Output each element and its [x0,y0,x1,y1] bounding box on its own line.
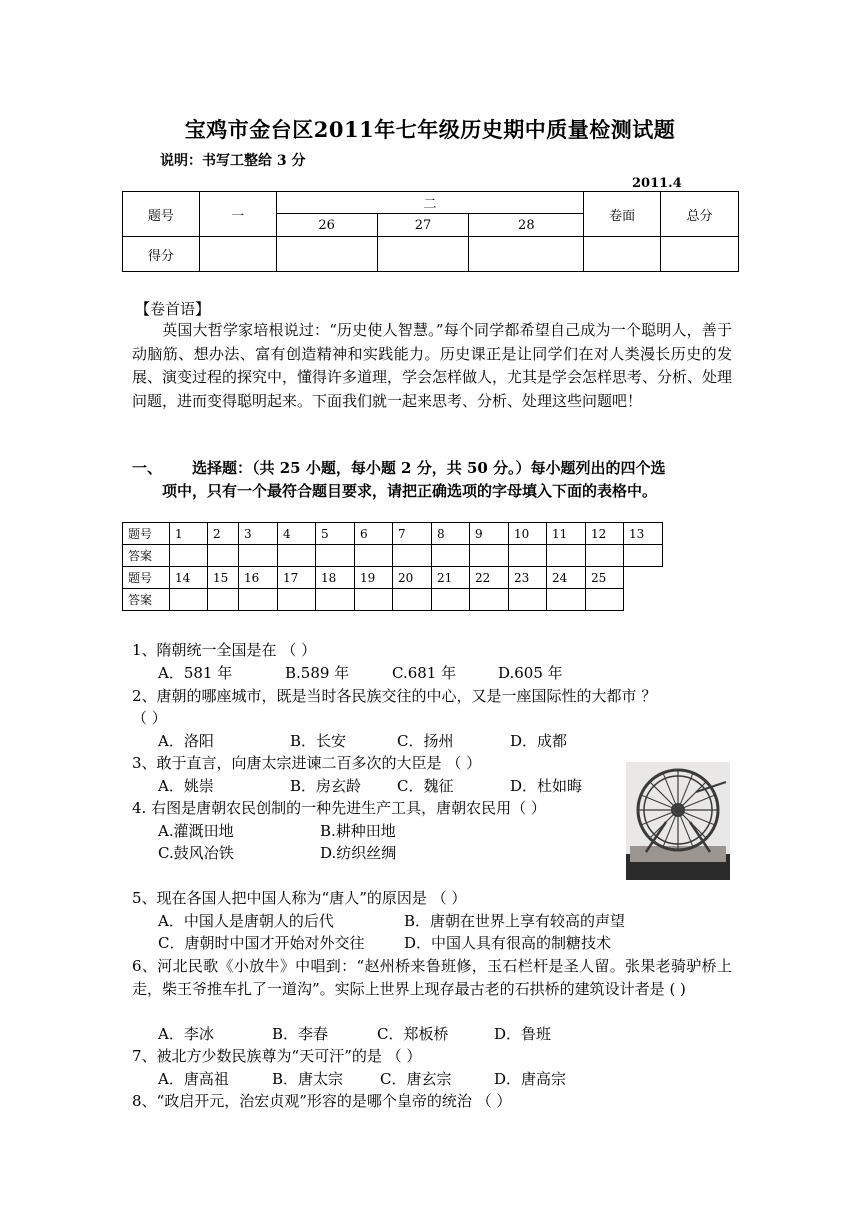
answer-num: 20 [393,567,432,589]
answer-num: 8 [432,523,470,545]
q2-option-b: B．长安 [290,732,347,750]
answer-cell[interactable] [547,545,586,567]
answer-label-num: 题号 [123,523,170,545]
q4-option-a: A.灌溉田地 [158,822,234,840]
answer-cell[interactable] [316,589,355,611]
score-header-two: 二 [276,192,583,214]
intro-heading: 【卷首语】 [135,300,211,318]
answer-num: 25 [586,567,624,589]
answer-num: 3 [239,523,278,545]
answer-label-num: 题号 [123,567,170,589]
answer-cell[interactable] [432,545,470,567]
section-line1: 选择题：（共 25 小题，每小题 2 分，共 50 分。）每小题列出的四个选 [192,459,666,477]
score-header-num: 题号 [123,192,200,237]
score-header-paper: 卷面 [584,192,661,237]
page-title: 宝鸡市金台区2011年七年级历史期中质量检测试题 [184,117,676,142]
answer-num: 18 [316,567,355,589]
question-5: 5、现在各国人把中国人称为“唐人”的原因是 （ ） [132,889,467,907]
score-sub-26: 26 [276,214,377,237]
answer-cell[interactable] [278,545,316,567]
question-2: 2、唐朝的哪座城市，既是当时各民族交往的中心，又是一座国际性的大都市 ？ [132,687,657,705]
answer-empty [624,589,663,611]
question-7: 7、被北方少数民族尊为“天可汗”的是 （ ） [132,1047,422,1065]
question-6: 6、河北民歌《小放牛》中唱到：“赵州桥来鲁班修，玉石栏杆是圣人留。张果老骑驴桥上走，柴王爷推车扎了一道沟”。实际上世界上现存最古老的石拱桥的建筑设计者是 ( ) [132,957,732,998]
score-cell[interactable] [469,237,584,272]
answer-num: 23 [509,567,547,589]
q4-option-c: C.鼓风冶铁 [158,844,234,862]
score-table [122,191,739,272]
waterwheel-image [626,762,730,880]
intro-paragraph [132,319,732,413]
q5-option-c: C．唐朝时中国才开始对外交往 [158,934,365,952]
q6-option-a: A．李冰 [158,1025,214,1043]
q1-option-c: C.681 年 [392,664,457,682]
answer-num: 17 [278,567,316,589]
answer-num: 11 [547,523,586,545]
answer-cell[interactable] [355,545,393,567]
q3-option-a: A．姚崇 [158,777,214,795]
q3-option-d: D．杜如晦 [510,777,583,795]
score-cell[interactable] [276,237,377,272]
answer-num: 15 [208,567,239,589]
question-2-paren: （ ） [132,709,167,727]
answer-cell[interactable] [432,589,470,611]
score-header-total: 总分 [661,192,739,237]
score-cell[interactable] [377,237,469,272]
section-num: 一、 [132,459,163,477]
answer-cell[interactable] [393,589,432,611]
answer-cell[interactable] [393,545,432,567]
answer-cell[interactable] [470,545,509,567]
answer-num: 6 [355,523,393,545]
answer-num: 16 [239,567,278,589]
answer-num: 21 [432,567,470,589]
answer-num: 1 [170,523,208,545]
question-8: 8、“政启开元，治宏贞观”形容的是哪个皇帝的统治 （ ） [132,1092,512,1110]
answer-cell[interactable] [278,589,316,611]
q4-option-d: D.纺织丝绸 [320,844,397,862]
q2-option-d: D．成都 [510,732,568,750]
answer-num: 13 [624,523,663,545]
score-header-one: 一 [199,192,276,237]
section-heading [132,456,666,480]
q5-option-b: B．唐朝在世界上享有较高的声望 [404,912,626,930]
answer-num: 5 [316,523,355,545]
answer-num: 19 [355,567,393,589]
answer-table [122,522,663,611]
answer-cell[interactable] [316,545,355,567]
q6-option-c: C．郑板桥 [377,1025,449,1043]
answer-cell[interactable] [239,545,278,567]
q3-option-c: C．魏征 [397,777,454,795]
answer-num: 9 [470,523,509,545]
q3-option-b: B．房玄龄 [290,777,362,795]
q2-option-a: A．洛阳 [158,732,214,750]
answer-cell[interactable] [208,545,239,567]
answer-empty [624,567,663,589]
answer-num: 24 [547,567,586,589]
answer-cell[interactable] [509,589,547,611]
score-cell[interactable] [661,237,739,272]
q7-option-b: B．唐太宗 [272,1070,344,1088]
answer-num: 10 [509,523,547,545]
q7-option-d: D．唐高宗 [494,1070,567,1088]
answer-cell[interactable] [170,545,208,567]
answer-num: 4 [278,523,316,545]
q6-option-d: D．鲁班 [494,1025,552,1043]
answer-cell[interactable] [586,545,624,567]
q6-option-b: B．李春 [272,1025,329,1043]
score-label: 得分 [123,237,200,272]
q4-option-b: B.耕种田地 [320,822,396,840]
intro-text: 英国大哲学家培根说过：“历史使人智慧。”每个同学都希望自己成为一个聪明人，善于动脑筋、想办法、富有创造精神和实践能力。历史课正是让同学们在对人类漫长历史的发展、演变过程的探究中，懂得许多道理，学会怎样做人，尤其是学会怎样思考、分析、处理问题，进而变得聪明起来。下面我们就一起来思考、分析、处理这些问题吧！ [132,321,733,410]
answer-cell[interactable] [586,589,624,611]
answer-cell[interactable] [170,589,208,611]
answer-num: 2 [208,523,239,545]
question-3: 3、敢于直言，向唐太宗进谏二百多次的大臣是 （ ） [132,754,482,772]
score-cell[interactable] [199,237,276,272]
answer-label-ans: 答案 [123,589,170,611]
q7-option-c: C．唐玄宗 [380,1070,452,1088]
q1-option-a: A．581 年 [158,664,233,682]
question-4: 4. 右图是唐朝农民创制的一种先进生产工具，唐朝农民用（ ） [132,799,546,817]
score-cell[interactable] [584,237,661,272]
answer-num: 22 [470,567,509,589]
answer-cell[interactable] [470,589,509,611]
note: 说明：书写工整给 3 分 [160,153,306,169]
answer-cell[interactable] [547,589,586,611]
answer-cell[interactable] [624,545,663,567]
q2-option-c: C．扬州 [397,732,454,750]
q7-option-a: A．唐高祖 [158,1070,229,1088]
answer-cell[interactable] [208,589,239,611]
exam-date: 2011.4 [632,176,682,191]
answer-num: 12 [586,523,624,545]
score-sub-28: 28 [469,214,584,237]
answer-cell[interactable] [355,589,393,611]
q1-option-b: B.589 年 [285,664,350,682]
answer-cell[interactable] [509,545,547,567]
section-line2: 项中，只有一个最符合题目要求，请把正确选项的字母填入下面的表格中。 [162,482,658,500]
q5-option-a: A．中国人是唐朝人的后代 [158,912,334,930]
answer-num: 7 [393,523,432,545]
answer-label-ans: 答案 [123,545,170,567]
score-sub-27: 27 [377,214,469,237]
q1-option-d: D.605 年 [498,664,563,682]
q5-option-d: D．中国人具有很高的制糖技术 [404,934,612,952]
answer-cell[interactable] [239,589,278,611]
question-1: 1、隋朝统一全国是在 （ ） [132,641,317,659]
answer-num: 14 [170,567,208,589]
